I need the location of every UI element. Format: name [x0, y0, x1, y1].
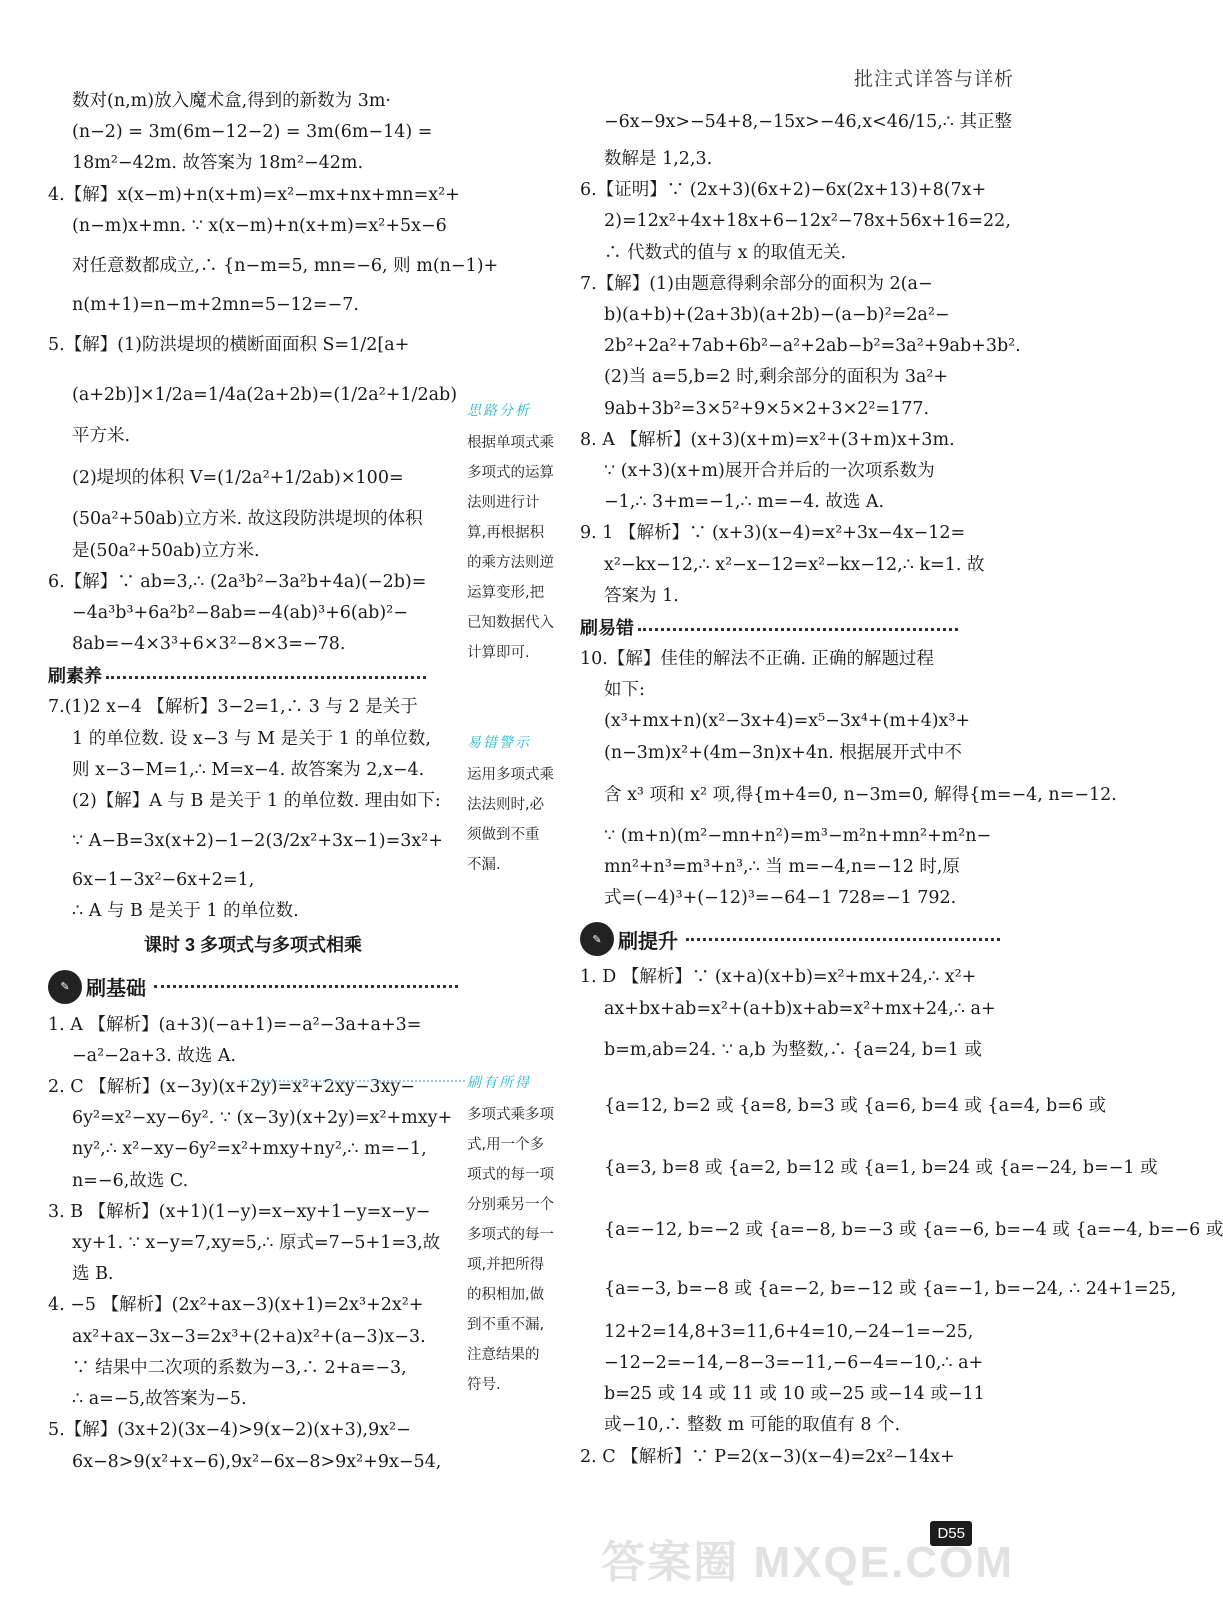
- page-header-title: 批注式详答与详析: [853, 69, 1014, 90]
- dotted-rule: [638, 628, 958, 631]
- text-line: −4a³b³+6a²b²−8ab=−4(ab)³+6(ab)²−: [72, 603, 408, 624]
- text-line: (x³+mx+n)(x²−3x+4)=x⁵−3x⁴+(m+4)x³+: [604, 711, 971, 732]
- text-line: ∴ A 与 B 是关于 1 的单位数.: [72, 901, 299, 922]
- text-line: 1. A 【解析】(a+3)(−a+1)=−a²−3a+a+3=: [48, 1014, 422, 1035]
- text-line: 2. C 【解析】(x−3y)(x+2y)=x²+2xy−3xy−: [48, 1077, 415, 1098]
- text-line: 则 x−3−M=1,∴ M=x−4. 故答案为 2,x−4.: [72, 759, 425, 780]
- text-line: 2. C 【解析】∵ P=2(x−3)(x−4)=2x²−14x+: [580, 1446, 955, 1467]
- banner-tisheng: [580, 920, 1000, 958]
- text-line: {a=3, b=8 或 {a=2, b=12 或 {a=1, b=24 或 {a=−24, b=−1 或: [604, 1157, 1158, 1178]
- banner-label: 刷提升: [618, 930, 678, 953]
- side-note-silu: [467, 396, 572, 668]
- text-line: 9. 1 【解析】∵ (x+3)(x−4)=x²+3x−4x−12=: [580, 523, 966, 544]
- text-line: 1 的单位数. 设 x−3 与 M 是关于 1 的单位数,: [72, 728, 431, 749]
- text-line: 4. −5 【解析】(2x²+ax−3)(x+1)=2x³+2x²+: [48, 1295, 424, 1316]
- text-line: 数对(n,m)放入魔术盒,得到的新数为 3m·: [72, 91, 391, 111]
- text-line: n(m+1)=n−m+2mn=5−12=−7.: [72, 295, 359, 316]
- text-line: (2)【解】A 与 B 是关于 1 的单位数. 理由如下:: [72, 791, 441, 812]
- brush-badge-icon: ✎: [48, 970, 82, 1004]
- text-line: 3. B 【解析】(x+1)(1−y)=x−xy+1−y=x−y−: [48, 1201, 431, 1222]
- side-note-tag: 思路分析: [467, 403, 531, 419]
- text-line: 7.【解】(1)由题意得剩余部分的面积为 2(a−: [580, 273, 933, 294]
- side-note-line: 项式的每一项: [467, 1167, 554, 1183]
- text-line: ny²,∴ x²−xy−6y²=x²+mxy+ny²,∴ m=−1,: [72, 1139, 427, 1160]
- text-line: {a=−3, b=−8 或 {a=−2, b=−12 或 {a=−1, b=−24, ∴ 24+1=25,: [604, 1278, 1177, 1299]
- side-note-line: 的乘方法则逆: [467, 555, 554, 571]
- text-line: 2b²+2a²+7ab+6b²−a²+2ab−b²=3a²+9ab+3b².: [604, 336, 1021, 357]
- side-note-line: 符号.: [467, 1377, 501, 1393]
- side-note-line: 注意结果的: [467, 1347, 540, 1363]
- text-line: 2)=12x²+4x+18x+6−12x²−78x+56x+16=22,: [604, 211, 1011, 232]
- text-line: {a=12, b=2 或 {a=8, b=3 或 {a=6, b=4 或 {a=4, b=6 或: [604, 1095, 1107, 1116]
- text-line: (n−2) = 3m(6m−12−2) = 3m(6m−14) =: [72, 122, 433, 143]
- text-line: ∵ (x+3)(x+m)展开合并后的一次项系数为: [604, 461, 935, 482]
- brush-badge-icon: ✎: [580, 922, 614, 956]
- side-note-line: 法法则时,必: [467, 797, 545, 813]
- text-line: (n−m)x+mn. ∵ x(x−m)+n(x+m)=x²+5x−6: [72, 215, 447, 236]
- text-line: b=25 或 14 或 11 或 10 或−25 或−14 或−11: [604, 1384, 985, 1405]
- text-line: n=−6,故选 C.: [72, 1170, 189, 1191]
- text-line: b=m,ab=24. ∵ a,b 为整数,∴ {a=24, b=1 或: [604, 1039, 982, 1060]
- text-line: −12−2=−14,−8−3=−11,−6−4=−10,∴ a+: [604, 1353, 984, 1374]
- side-note-line: 已知数据代入: [467, 615, 554, 631]
- text-line: ∴ a=−5,故答案为−5.: [72, 1389, 247, 1410]
- text-line: (2)当 a=5,b=2 时,剩余部分的面积为 3a²+: [604, 367, 949, 388]
- text-line: 是(50a²+50ab)立方米.: [72, 540, 260, 561]
- side-note-line: 到不重不漏,: [467, 1317, 545, 1333]
- text-line: 答案为 1.: [604, 585, 679, 606]
- text-line: 或−10,∴ 整数 m 可能的取值有 8 个.: [604, 1415, 901, 1436]
- side-note-line: 式,用一个多: [467, 1137, 545, 1153]
- text-line: 4.【解】x(x−m)+n(x+m)=x²−mx+nx+mn=x²+: [48, 184, 460, 205]
- text-line: −a²−2a+3. 故选 A.: [72, 1045, 237, 1066]
- banner-jichu: [48, 968, 458, 1006]
- side-note-tag: 易错警示: [467, 735, 531, 751]
- side-note-line: 多项式乘多项: [467, 1107, 554, 1123]
- text-line: 7.(1)2 x−4 【解析】3−2=1,∴ 3 与 2 是关于: [48, 697, 418, 718]
- watermark-logo: 答案圈 MXQE.COM: [601, 1538, 1014, 1587]
- text-line: ∵ 结果中二次项的系数为−3,∴ 2+a=−3,: [72, 1357, 407, 1378]
- dotted-rule: [686, 938, 1000, 941]
- text-line: 6x−1−3x²−6x+2=1,: [72, 870, 255, 891]
- text-line: 10.【解】佳佳的解法不正确. 正确的解题过程: [580, 649, 934, 670]
- text-line: 9ab+3b²=3×5²+9×5×2+3×2²=177.: [604, 398, 930, 419]
- side-note-line: 计算即可.: [467, 645, 530, 661]
- text-line: (2)堤坝的体积 V=(1/2a²+1/2ab)×100=: [72, 468, 404, 489]
- text-line: x²−kx−12,∴ x²−x−12=x²−kx−12,∴ k=1. 故: [604, 554, 985, 575]
- text-line: 6.【证明】∵ (2x+3)(6x+2)−6x(2x+13)+8(7x+: [580, 180, 987, 201]
- annotation-connector: [240, 1080, 465, 1082]
- side-note-line: 不漏.: [467, 857, 501, 873]
- side-note-line: 项,并把所得: [467, 1257, 545, 1273]
- side-note-line: 的积相加,做: [467, 1287, 545, 1303]
- text-line: 6.【解】∵ ab=3,∴ (2a³b²−3a²b+4a)(−2b)=: [48, 571, 427, 592]
- side-note-line: 根据单项式乘: [467, 435, 554, 451]
- side-note-line: 运算变形,把: [467, 585, 545, 601]
- text-line: 数解是 1,2,3.: [604, 149, 713, 169]
- text-line: ∵ A−B=3x(x+2)−1−2(3/2x²+3x−1)=3x²+: [72, 831, 443, 852]
- section-heading-suyang: 刷素养: [48, 660, 458, 692]
- side-note-line: 运用多项式乘: [467, 767, 554, 783]
- text-line: 1. D 【解析】∵ (x+a)(x+b)=x²+mx+24,∴ x²+: [580, 967, 977, 988]
- text-line: 对任意数都成立,∴ {n−m=5, mn=−6, 则 m(n−1)+: [72, 256, 499, 277]
- side-note-line: 多项式的每一: [467, 1227, 554, 1243]
- dotted-rule: [106, 676, 426, 679]
- text-line: b)(a+b)+(2a+3b)(a+2b)−(a−b)²=2a²−: [604, 305, 950, 326]
- text-line: ax+bx+ab=x²+(a+b)x+ab=x²+mx+24,∴ a+: [604, 998, 996, 1019]
- text-line: ∵ (m+n)(m²−mn+n²)=m³−m²n+mn²+m²n−: [604, 825, 992, 846]
- dotted-rule: [154, 985, 458, 988]
- text-line: 12+2=14,8+3=11,6+4=10,−24−1=−25,: [604, 1321, 974, 1342]
- side-note-line: 须做到不重: [467, 827, 540, 843]
- text-line: xy+1. ∵ x−y=7,xy=5,∴ 原式=7−5+1=3,故: [72, 1233, 441, 1254]
- text-line: 5.【解】(1)防洪堤坝的横断面面积 S=1/2[a+: [48, 335, 410, 356]
- text-line: (50a²+50ab)立方米. 故这段防洪堤坝的体积: [72, 509, 423, 530]
- text-line: (n−3m)x²+(4m−3n)x+4n. 根据展开式中不: [604, 742, 962, 763]
- side-note-yicuo: [467, 728, 572, 880]
- text-line: 5.【解】(3x+2)(3x−4)>9(x−2)(x+3),9x²−: [48, 1420, 411, 1441]
- section-heading-yicuo: 刷易错: [580, 612, 1000, 644]
- side-note-line: 法则进行计: [467, 495, 540, 511]
- text-line: 式=(−4)³+(−12)³=−64−1 728=−1 792.: [604, 888, 957, 909]
- text-line: 6y²=x²−xy−6y². ∵ (x−3y)(x+2y)=x²+mxy+: [72, 1108, 453, 1129]
- text-line: mn²+n³=m³+n³,∴ 当 m=−4,n=−12 时,原: [604, 857, 960, 878]
- side-note-suode: [467, 1068, 572, 1400]
- text-line: (a+2b)]×1/2a=1/4a(2a+2b)=(1/2a²+1/2ab): [72, 385, 458, 406]
- text-line: {a=−12, b=−2 或 {a=−8, b=−3 或 {a=−6, b=−4 或 {a=−4, b=−6 或: [604, 1219, 1223, 1240]
- side-note-line: 多项式的运算: [467, 465, 554, 481]
- lesson-title: 课时 3 多项式与多项式相乘: [143, 934, 362, 955]
- side-note-line: 算,再根据积: [467, 525, 545, 541]
- text-line: 选 B.: [72, 1264, 114, 1285]
- banner-label: 刷基础: [86, 978, 146, 1001]
- right-column: [580, 100, 1223, 1473]
- side-note-line: 分别乘另一个: [467, 1197, 554, 1213]
- text-line: 18m²−42m. 故答案为 18m²−42m.: [72, 153, 364, 174]
- page-number: D55: [930, 1521, 972, 1546]
- side-note-tag: 刷有所得: [467, 1075, 531, 1091]
- text-line: −6x−9x>−54+8,−15x>−46,x<46/15,∴ 其正整: [604, 112, 1012, 132]
- text-line: 8ab=−4×3³+6×3²−8×3=−78.: [72, 634, 346, 655]
- text-line: 6x−8>9(x²+x−6),9x²−6x−8>9x²+9x−54,: [72, 1451, 442, 1472]
- text-line: 含 x³ 项和 x² 项,得{m+4=0, n−3m=0, 解得{m=−4, n=−12.: [604, 784, 1117, 805]
- text-line: −1,∴ 3+m=−1,∴ m=−4. 故选 A.: [604, 492, 885, 513]
- text-line: ax²+ax−3x−3=2x³+(2+a)x²+(a−3)x−3.: [72, 1326, 426, 1347]
- text-line: 8. A 【解析】(x+3)(x+m)=x²+(3+m)x+3m.: [580, 429, 955, 450]
- text-line: ∴ 代数式的值与 x 的取值无关.: [604, 242, 847, 263]
- text-line: 平方米.: [72, 426, 131, 447]
- text-line: 如下:: [604, 680, 645, 701]
